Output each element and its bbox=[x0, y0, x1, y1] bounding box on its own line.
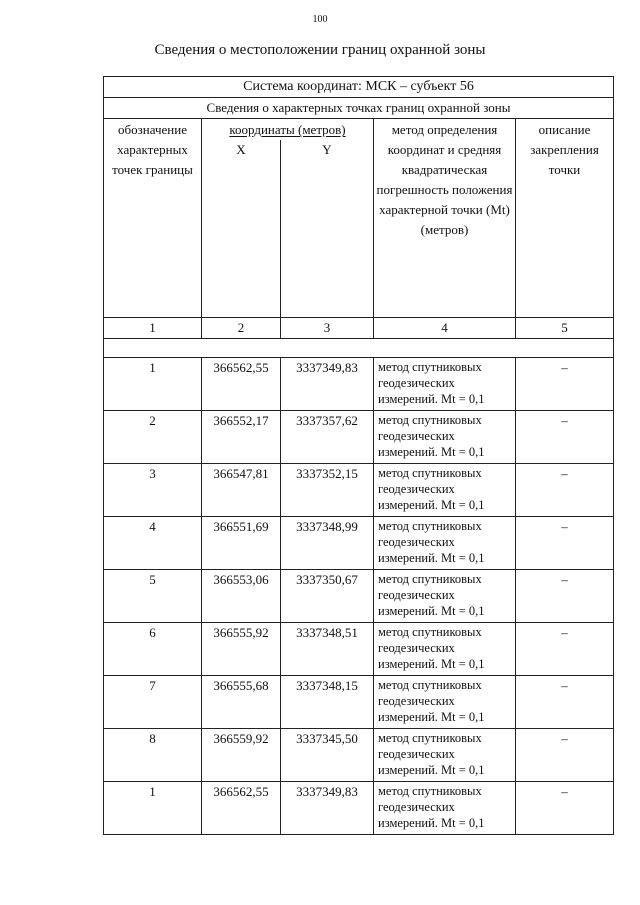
y-coordinate-cell: 3337349,83 bbox=[281, 358, 374, 411]
column-number: 5 bbox=[516, 318, 614, 339]
method-cell: метод спутниковых геодезических измерений. Mt = 0,1 bbox=[374, 782, 516, 835]
x-coordinate-cell: 366551,69 bbox=[202, 517, 281, 570]
coordinate-system-row bbox=[104, 77, 614, 98]
section-title-row bbox=[104, 98, 614, 119]
method-cell: метод спутниковых геодезических измерений. Mt = 0,1 bbox=[374, 517, 516, 570]
description-cell: – bbox=[516, 729, 614, 782]
method-cell: метод спутниковых геодезических измерений. Mt = 0,1 bbox=[374, 358, 516, 411]
coordinate-system-cell: Система координат: МСК – субъект 56 bbox=[104, 77, 614, 98]
column-number: 1 bbox=[104, 318, 202, 339]
method-cell: метод спутниковых геодезических измерений. Mt = 0,1 bbox=[374, 464, 516, 517]
point-number-cell: 8 bbox=[104, 729, 202, 782]
description-cell: – bbox=[516, 517, 614, 570]
method-cell: метод спутниковых геодезических измерений. Mt = 0,1 bbox=[374, 411, 516, 464]
y-coordinate-cell: 3337357,62 bbox=[281, 411, 374, 464]
description-cell: – bbox=[516, 676, 614, 729]
point-number-cell: 6 bbox=[104, 623, 202, 676]
table-row bbox=[104, 570, 614, 623]
description-cell: – bbox=[516, 623, 614, 676]
method-header: метод определения координат и средняя квадратическая погрешность положения характерной точки (Mt) (метров) bbox=[374, 119, 516, 318]
point-number-cell: 4 bbox=[104, 517, 202, 570]
page-number: 100 bbox=[312, 14, 328, 25]
table-row bbox=[104, 358, 614, 411]
x-coordinate-cell: 366552,17 bbox=[202, 411, 281, 464]
point-number-cell: 1 bbox=[104, 782, 202, 835]
table-row bbox=[104, 676, 614, 729]
description-cell: – bbox=[516, 411, 614, 464]
x-header: X bbox=[202, 140, 281, 318]
y-header: Y bbox=[281, 140, 374, 318]
y-coordinate-cell: 3337350,67 bbox=[281, 570, 374, 623]
point-designation-header: обозначение характерных точек границы bbox=[104, 119, 202, 318]
table-row bbox=[104, 464, 614, 517]
coordinates-header-label: координаты (метров) bbox=[229, 122, 346, 137]
column-header-row bbox=[104, 119, 614, 141]
table-row bbox=[104, 517, 614, 570]
y-coordinate-cell: 3337349,83 bbox=[281, 782, 374, 835]
x-coordinate-cell: 366562,55 bbox=[202, 358, 281, 411]
x-coordinate-cell: 366547,81 bbox=[202, 464, 281, 517]
description-header: описание закрепления точки bbox=[516, 119, 614, 318]
point-number-cell: 7 bbox=[104, 676, 202, 729]
section-title-cell: Сведения о характерных точках границ охранной зоны bbox=[104, 98, 614, 119]
column-number: 4 bbox=[374, 318, 516, 339]
description-cell: – bbox=[516, 358, 614, 411]
column-number: 3 bbox=[281, 318, 374, 339]
description-cell: – bbox=[516, 570, 614, 623]
x-coordinate-cell: 366562,55 bbox=[202, 782, 281, 835]
description-cell: – bbox=[516, 464, 614, 517]
table-row bbox=[104, 729, 614, 782]
x-coordinate-cell: 366559,92 bbox=[202, 729, 281, 782]
boundary-points-table bbox=[103, 76, 614, 835]
point-number-cell: 5 bbox=[104, 570, 202, 623]
spacer-row bbox=[104, 339, 614, 358]
point-number-cell: 1 bbox=[104, 358, 202, 411]
description-cell: – bbox=[516, 782, 614, 835]
y-coordinate-cell: 3337348,99 bbox=[281, 517, 374, 570]
document-title: Сведения о местоположении границ охранной зоны bbox=[154, 42, 486, 58]
x-coordinate-cell: 366553,06 bbox=[202, 570, 281, 623]
table-row bbox=[104, 411, 614, 464]
coordinates-header bbox=[202, 119, 374, 141]
spacer-cell bbox=[104, 339, 614, 358]
x-coordinate-cell: 366555,92 bbox=[202, 623, 281, 676]
point-number-cell: 2 bbox=[104, 411, 202, 464]
point-number-cell: 3 bbox=[104, 464, 202, 517]
y-coordinate-cell: 3337348,51 bbox=[281, 623, 374, 676]
y-coordinate-cell: 3337348,15 bbox=[281, 676, 374, 729]
method-cell: метод спутниковых геодезических измерений. Mt = 0,1 bbox=[374, 729, 516, 782]
method-cell: метод спутниковых геодезических измерений. Mt = 0,1 bbox=[374, 676, 516, 729]
table-row bbox=[104, 623, 614, 676]
method-cell: метод спутниковых геодезических измерений. Mt = 0,1 bbox=[374, 623, 516, 676]
x-coordinate-cell: 366555,68 bbox=[202, 676, 281, 729]
y-coordinate-cell: 3337345,50 bbox=[281, 729, 374, 782]
column-number: 2 bbox=[202, 318, 281, 339]
y-coordinate-cell: 3337352,15 bbox=[281, 464, 374, 517]
method-cell: метод спутниковых геодезических измерений. Mt = 0,1 bbox=[374, 570, 516, 623]
table-row bbox=[104, 782, 614, 835]
column-number-row bbox=[104, 318, 614, 339]
